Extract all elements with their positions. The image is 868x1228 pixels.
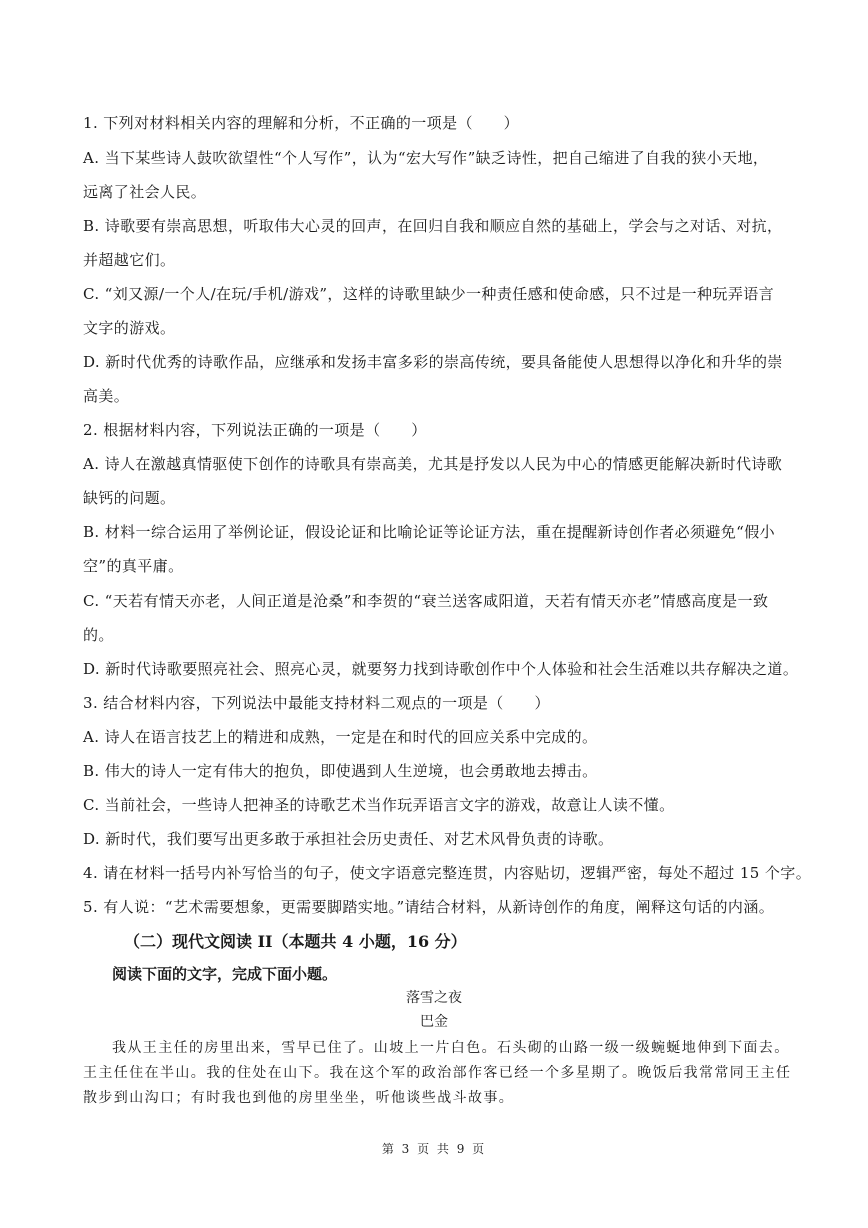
question-1-stem: 1. 下列对材料相关内容的理解和分析，不正确的一项是（ ） <box>83 114 520 132</box>
question-3-option-a: A. 诗人在语言技艺上的精进和成熟，一定是在和时代的回应关系中完成的。 <box>83 728 598 746</box>
question-2-option-a-cont: 缺钙的问题。 <box>83 489 176 507</box>
question-3-option-c: C. 当前社会，一些诗人把神圣的诗歌艺术当作玩弄语言文字的游戏，故意让人读不懂。 <box>83 796 675 814</box>
question-5: 5. 有人说：“艺术需要想象，更需要脚踏实地。”请结合材料，从新诗创作的角度，阐释这句话的内涵。 <box>83 898 775 916</box>
question-1-option-a: A. 当下某些诗人鼓吹欲望性“个人写作”，认为“宏大写作”缺乏诗性，把自己缩进了自我的狭小天地， <box>83 149 769 167</box>
question-4: 4. 请在材料一括号内补写恰当的句子，使文字语意完整连贯，内容贴切，逻辑严密，每处不超过 15 个字。 <box>83 864 812 882</box>
question-1-option-c: C. “刘又源/一个人/在玩/手机/游戏”，这样的诗歌里缺少一种责任感和使命感，只不过是一种玩弄语言 <box>83 285 775 303</box>
story-title: 落雪之夜 <box>406 990 462 1006</box>
question-2-option-d: D. 新时代诗歌要照亮社会、照亮心灵，就要努力找到诗歌创作中个人体验和社会生活难以共存解决之道。 <box>83 660 799 678</box>
section-title: （二）现代文阅读 II（本题共 4 小题，16 分） <box>124 932 467 951</box>
question-3-stem: 3. 结合材料内容，下列说法中最能支持材料二观点的一项是（ ） <box>83 694 550 712</box>
question-2-option-b: B. 材料一综合运用了举例论证，假设论证和比喻论证等论证方法，重在提醒新诗创作者必须避免“假小 <box>83 523 776 541</box>
story-paragraph-line-3: 散步到山沟口；有时我也到他的房里坐坐，听他谈些战斗故事。 <box>83 1090 515 1106</box>
story-paragraph-line-2: 王主任住在半山。我的住处在山下。我在这个军的政治部作客已经一个多星期了。晚饭后我常常同王主任 <box>83 1065 792 1081</box>
question-2-option-b-cont: 空”的真平庸。 <box>83 557 184 575</box>
section-instruction: 阅读下面的文字，完成下面小题。 <box>112 965 338 983</box>
question-1-option-b: B. 诗歌要有崇高思想，听取伟大心灵的回声，在回归自我和顺应自然的基础上，学会与之对话、对抗， <box>83 217 783 235</box>
question-3-option-d: D. 新时代，我们要写出更多敢于承担社会历史责任、对艺术风骨负责的诗歌。 <box>83 830 614 848</box>
question-3-option-b: B. 伟大的诗人一定有伟大的抱负，即使遇到人生逆境，也会勇敢地去搏击。 <box>83 762 598 780</box>
question-2-option-c: C. “天若有情天亦老，人间正道是沧桑”和李贺的“衰兰送客咸阳道，天若有情天亦老”情感高度是一致 <box>83 592 769 610</box>
question-1-option-c-cont: 文字的游戏。 <box>83 319 176 337</box>
question-1-option-d: D. 新时代优秀的诗歌作品，应继承和发扬丰富多彩的崇高传统，要具备能使人思想得以净化和升华的崇 <box>83 353 783 371</box>
story-paragraph-line-1: 我从王主任的房里出来，雪早已住了。山坡上一片白色。石头砌的山路一级一级蜿蜒地伸到下面去。 <box>112 1040 790 1056</box>
question-2-option-c-cont: 的。 <box>83 626 114 644</box>
story-author: 巴金 <box>420 1014 448 1030</box>
question-2-option-a: A. 诗人在激越真情驱使下创作的诗歌具有崇高美，尤其是抒发以人民为中心的情感更能解决新时代诗歌 <box>83 455 783 473</box>
question-1-option-b-cont: 并超越它们。 <box>83 251 176 269</box>
question-1-option-d-cont: 高美。 <box>83 387 130 405</box>
page-number: 第 3 页 共 9 页 <box>381 1142 487 1156</box>
question-1-option-a-cont: 远离了社会人民。 <box>83 183 207 201</box>
question-2-stem: 2. 根据材料内容，下列说法正确的一项是（ ） <box>83 421 427 439</box>
